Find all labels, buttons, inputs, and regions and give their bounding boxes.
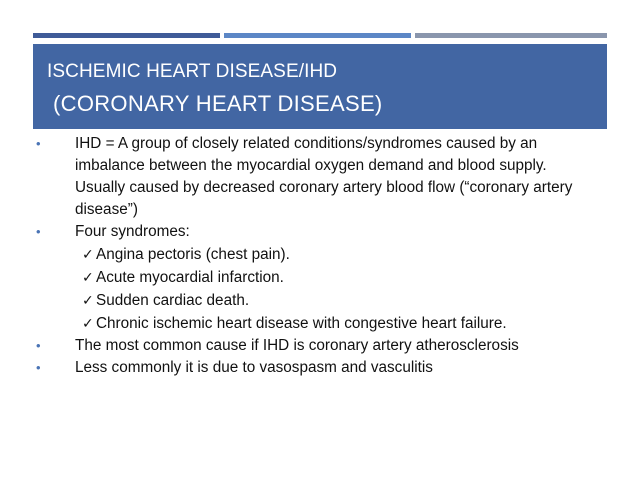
sub-item-text: Acute myocardial infarction. <box>96 269 284 286</box>
bullet-text: IHD = A group of closely related conditions/syndromes caused by an imbalance between the myocardial oxygen demand and blood supply. Usually caused by decreased coronary artery blood flow (“coronary artery disease”) <box>75 135 573 218</box>
accent-bar-1 <box>33 33 220 38</box>
sub-list-item-sudden-death <box>36 289 596 312</box>
bullet-icon: • <box>36 338 41 353</box>
bullet-icon: • <box>36 360 41 375</box>
accent-bar-2 <box>224 33 411 38</box>
slide-title-line-2: (CORONARY HEART DISEASE) <box>53 91 383 116</box>
bullet-item-definition <box>36 133 596 221</box>
check-mark-icon: ✓ <box>82 246 94 262</box>
check-mark-icon: ✓ <box>82 269 94 285</box>
bullet-icon: • <box>36 136 41 151</box>
slide-title-box <box>33 44 607 129</box>
sub-list-item-infarction <box>36 266 596 289</box>
bullet-text: Four syndromes: <box>75 223 190 240</box>
bullet-item-less-common <box>36 357 596 379</box>
slide-title-line-1: ISCHEMIC HEART DISEASE/IHD <box>47 61 338 82</box>
sub-list-item-chronic <box>36 312 596 335</box>
check-mark-icon: ✓ <box>82 292 94 308</box>
bullet-text: The most common cause if IHD is coronary artery atherosclerosis <box>75 337 519 354</box>
check-mark-icon: ✓ <box>82 315 94 331</box>
bullet-item-common-cause <box>36 335 596 357</box>
bullet-text: Less commonly it is due to vasospasm and vasculitis <box>75 359 433 376</box>
bullet-icon: • <box>36 224 41 239</box>
sub-item-text: Sudden cardiac death. <box>96 292 250 309</box>
sub-list-item-angina <box>36 243 596 266</box>
sub-item-text: Angina pectoris (chest pain). <box>96 246 290 263</box>
sub-item-text: Chronic ischemic heart disease with congestive heart failure. <box>96 315 507 332</box>
slide-body <box>36 133 596 379</box>
top-accent-bars <box>33 33 607 38</box>
accent-bar-3 <box>415 33 607 38</box>
bullet-item-syndromes <box>36 221 596 243</box>
